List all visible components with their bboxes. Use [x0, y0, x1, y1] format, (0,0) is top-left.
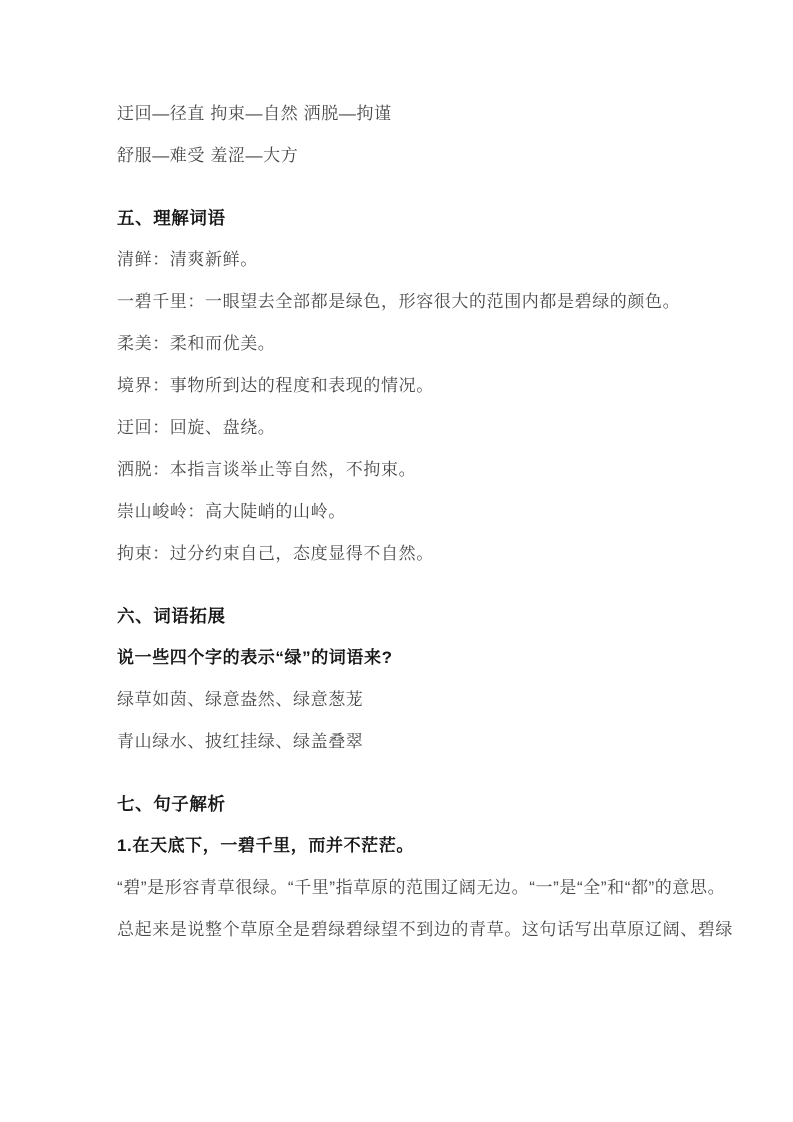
antonym-pairs-line: 迂回—径直 拘束—自然 洒脱—拘谨: [117, 104, 392, 123]
word-definition: 清鲜：清爽新鲜。: [117, 250, 258, 269]
word-definition: 柔美：柔和而优美。: [117, 334, 276, 353]
word-definition: 迂回：回旋、盘绕。: [117, 418, 276, 437]
green-words-line: 青山绿水、披红挂绿、绿盖叠翠: [117, 732, 364, 751]
word-definition: 崇山峻岭：高大陡峭的山岭。: [117, 502, 346, 521]
word-definition: 境界：事物所到达的程度和表现的情况。: [117, 376, 434, 395]
sentence-1-title: 1.在天底下，一碧千里，而并不茫茫。: [117, 836, 414, 855]
sentence-1-analysis-line: 总起来是说整个草原全是碧绿碧绿望不到边的青草。这句话写出草原辽阔、碧绿: [117, 920, 733, 939]
word-definition: 洒脱：本指言谈举止等自然，不拘束。: [117, 460, 417, 479]
section-5-heading: 五、理解词语: [117, 208, 226, 228]
word-definition: 一碧千里：一眼望去全部都是绿色，形容很大的范围内都是碧绿的颜色。: [117, 292, 681, 311]
word-definition: 拘束：过分约束自己，态度显得不自然。: [117, 544, 434, 563]
sentence-1-analysis-line: “碧”是形容青草很绿。“千里”指草原的范围辽阔无边。“一”是“全”和“都”的意思。: [117, 878, 726, 897]
section-6-heading: 六、词语拓展: [117, 606, 226, 626]
green-words-line: 绿草如茵、绿意盎然、绿意葱茏: [117, 690, 364, 709]
section-7-heading: 七、句子解析: [117, 794, 226, 814]
antonym-pairs-line: 舒服—难受 羞涩—大方: [117, 146, 299, 165]
section-6-question: 说一些四个字的表示“绿”的词语来?: [117, 648, 393, 667]
